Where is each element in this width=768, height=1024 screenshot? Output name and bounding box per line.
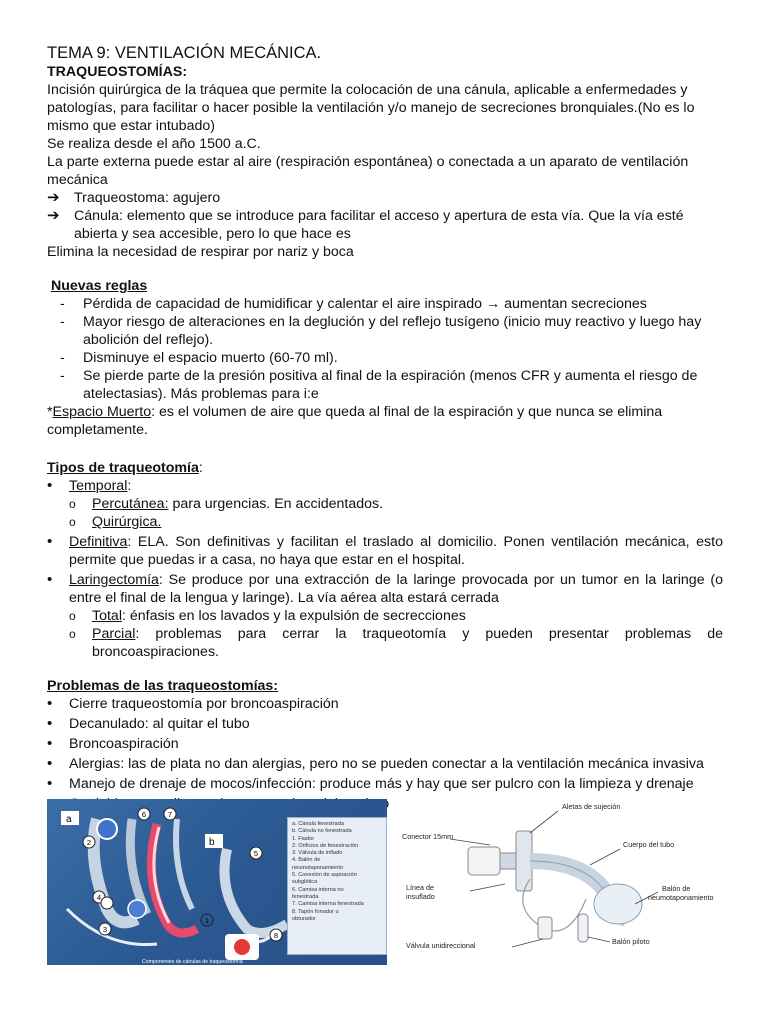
arrow-icon: ➔ — [47, 207, 60, 224]
list-item: o Parcial: problemas para cerrar la traqueotomía y pueden presentar problemas de broncoaspiraciones. — [69, 626, 723, 660]
callout-1: 1 — [204, 916, 210, 925]
circle-marker: o — [69, 609, 76, 623]
list-item: • Laringectomía: Se produce por una extracción de la laringe provocada por un tumor en la laringe (o entre el final de la lengua y laringe). La vía aérea alta estará cerrada — [47, 571, 723, 606]
bullet-marker: • — [47, 533, 53, 550]
dash-marker: - — [60, 350, 65, 366]
list-item: • Cierre traqueostomía por broncoaspiración — [47, 695, 339, 712]
bullet-marker: • — [47, 715, 53, 732]
bullet-marker: • — [47, 571, 53, 588]
list-item: ➔ Cánula: elemento que se introduce para facilitar el acceso y apertura de esta vía. Que la vía esté abierta y sea accesible, pero lo que hace es — [47, 207, 684, 242]
callout-5: 5 — [253, 849, 259, 858]
list-item: o Total: énfasis en los lavados y la expulsión de secrecciones — [69, 608, 466, 624]
label-aletas: Aletas de sujeción — [562, 802, 621, 811]
list-item: o Quirúrgica. — [69, 514, 162, 530]
label-valvula: Válvula unidireccional — [406, 941, 476, 950]
list-item: • Decanulado: al quitar el tubo — [47, 715, 250, 732]
dash-marker: - — [60, 296, 65, 312]
callout-2: 2 — [86, 838, 92, 847]
list-item: - Disminuye el espacio muerto (60-70 ml). — [47, 349, 723, 367]
espacio-muerto-note: *Espacio Muerto: es el volumen de aire que queda al final de la espiración y que nunca se elimina completamente. — [47, 404, 663, 438]
list-item: - Se pierde parte de la presión positiva al final de la espiración (menos CFR y aumenta el riesgo de atelectasias). Más problemas para i:e — [47, 367, 723, 403]
label-linea-2: insuflado — [406, 892, 435, 901]
list-item: o Percutánea: para urgencias. En accidentados. — [69, 496, 384, 512]
list-item: • Manejo de drenaje de mocos/infección: produce más y hay que ser pulcro con la limpieza y drenaje — [47, 775, 694, 792]
callout-7: 7 — [167, 810, 173, 819]
circle-marker: o — [69, 627, 76, 641]
bullet-marker: • — [47, 735, 53, 752]
figure-caption: Componentes de cánulas de traqueostomía — [142, 959, 243, 965]
dash-marker: - — [60, 368, 65, 384]
bullet-marker: • — [47, 755, 53, 772]
callout-3: 3 — [102, 925, 108, 934]
circle-marker: o — [69, 497, 76, 511]
bullet-marker: • — [47, 775, 53, 792]
list-item: ➔ Traqueostoma: agujero — [47, 189, 221, 206]
section-heading-nuevas-reglas: Nuevas reglas — [51, 278, 148, 294]
section-heading-traqueostomias: TRAQUEOSTOMÍAS: — [47, 64, 188, 80]
label-cuerpo: Cuerpo del tubo — [623, 840, 675, 849]
circle-marker: o — [69, 515, 76, 529]
label-balon-2: neumotaponamiento — [648, 893, 714, 902]
callout-8: 8 — [273, 931, 279, 940]
figures-row — [47, 799, 719, 967]
list-item: • Broncoaspiración — [47, 735, 179, 752]
tracheostomy-tube-diagram — [390, 799, 719, 967]
label-piloto: Balón piloto — [612, 937, 650, 946]
section-heading-problemas: Problemas de las traqueostomías: — [47, 678, 279, 694]
intro-date: Se realiza desde el año 1500 a.C. — [47, 136, 261, 152]
label-conector: Conector 15mm — [402, 832, 454, 841]
intro-paragraph: Incisión quirúrgica de la tráquea que permite la colocación de una cánula, aplicable a enfermedades y patologías, para facilitar o hacer posible la ventilación y/o manejo de secreciones bronquiales.(No es lo mismo que estar intubado) — [47, 82, 695, 134]
document-body — [47, 43, 723, 813]
list-item: - Pérdida de capacidad de humidificar y calentar el aire inspirado → aumentan secreciones — [47, 295, 723, 313]
photo-label-a: a — [66, 814, 72, 825]
list-item: • Temporal: — [47, 477, 132, 494]
list-item: • Alergias: las de plata no dan alergias, pero no se pueden conectar a la ventilación mecánica invasiva — [47, 755, 704, 772]
label-linea-1: Línea de — [406, 883, 434, 892]
label-balon-1: Balón de — [662, 884, 691, 893]
list-item: - Mayor riesgo de alteraciones en la deglución y del reflejo tusígeno (inicio muy reactivo y luego hay abolición del reflejo). — [47, 313, 723, 349]
photo-label-b: b — [209, 837, 215, 848]
page-title: TEMA 9: VENTILACIÓN MECÁNICA. — [47, 44, 322, 62]
figure-legend: a. Cánula fenestrada b. Cánula no fenestrada 1. Fiador 2. Orificios de fenestración 3. Válvula de inflado 4. Balón de neumotaponamiento 5. Conexión de aspiración subglótica 6. Camisa interna no fenestrada 7. Camisa interna fenestrada 8. Tapón fonador u obturador — [287, 817, 387, 955]
list-item: • Definitiva: ELA. Son definitivas y facilitan el traslado al domicilio. Ponen ventilación mecánica, esto permite que puedas ir a casa, no haya que estar en el hospital. — [47, 533, 723, 568]
section-heading-tipos: Tipos de traqueotomía: — [47, 460, 203, 476]
dash-marker: - — [60, 314, 65, 330]
bullet-marker: • — [47, 695, 53, 712]
cannula-components-photo — [47, 799, 387, 965]
callout-6: 6 — [141, 810, 147, 819]
intro-external: La parte externa puede estar al aire (respiración espontánea) o conectada a un aparato de ventilación mecánica — [47, 154, 689, 188]
bullet-marker: • — [47, 477, 53, 494]
arrow-icon: ➔ — [47, 189, 60, 206]
elimina-line: Elimina la necesidad de respirar por nariz y boca — [47, 244, 354, 260]
callout-4: 4 — [96, 893, 102, 902]
